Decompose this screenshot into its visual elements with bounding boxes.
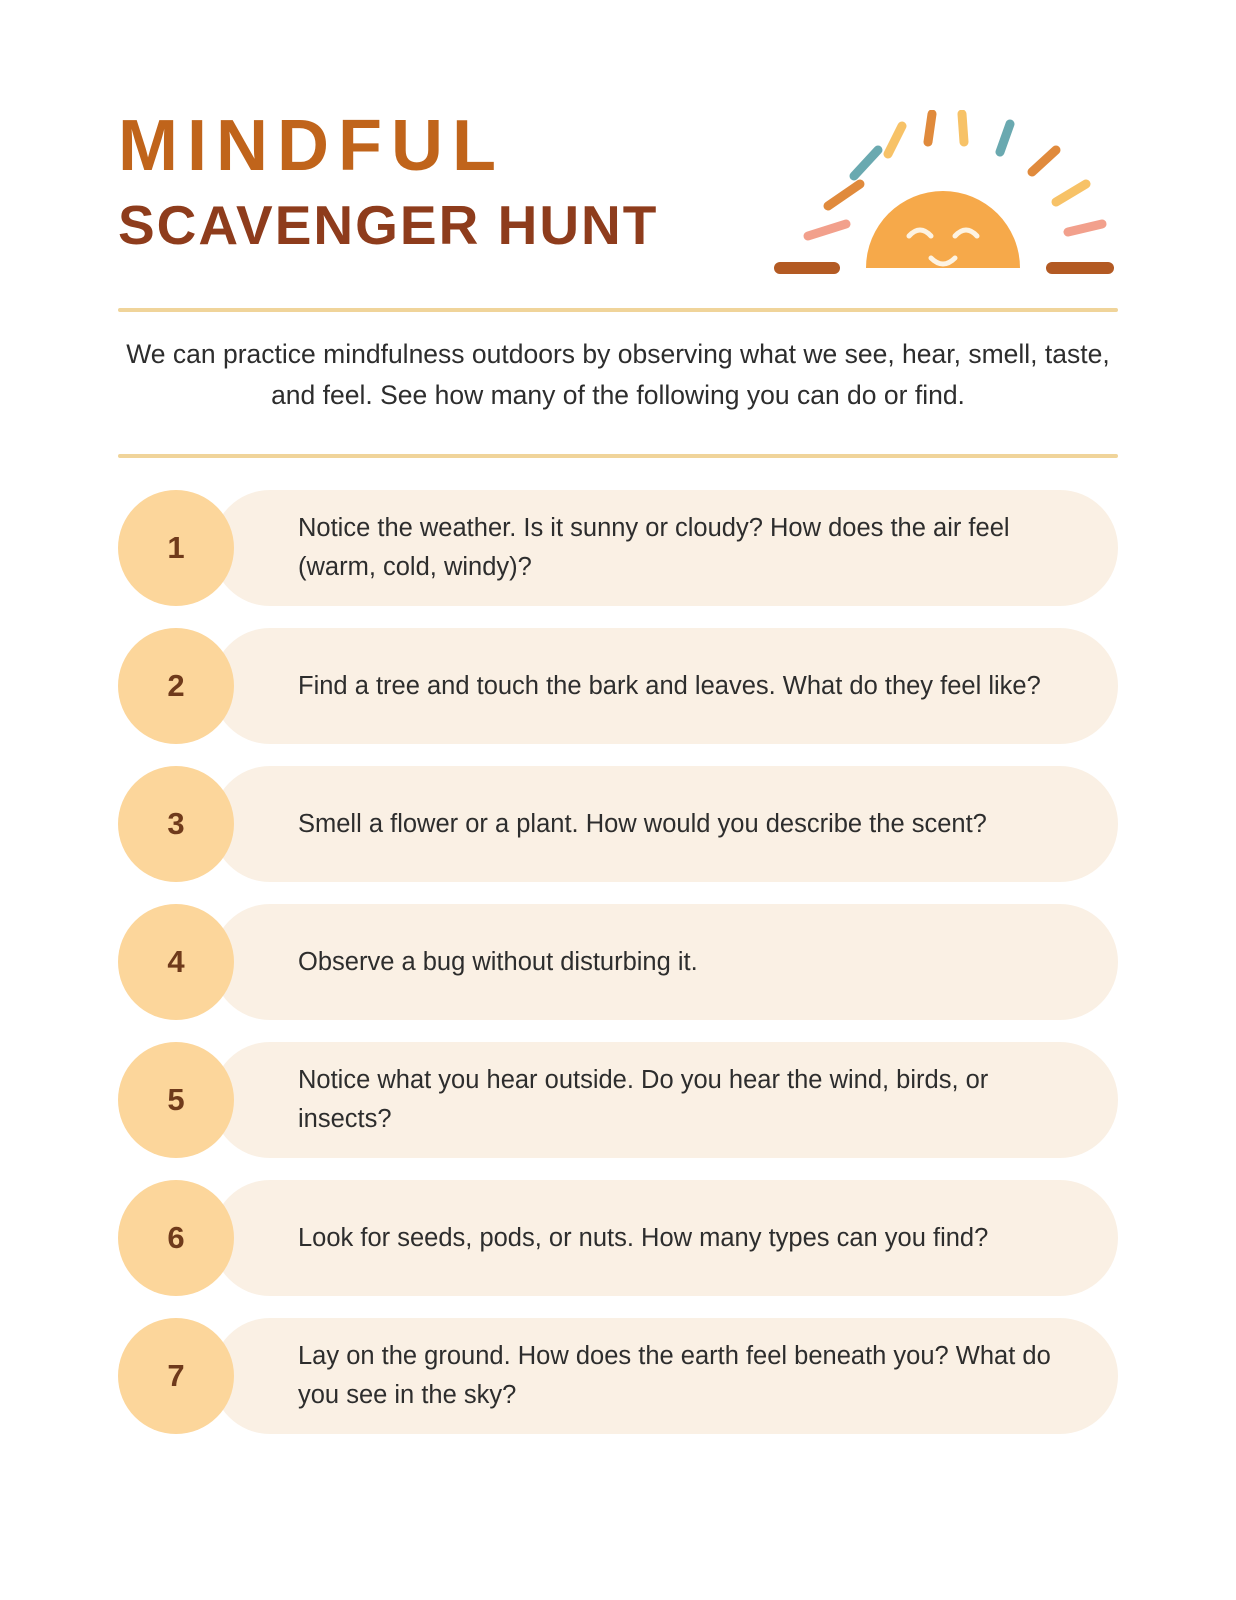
sun-icon — [768, 110, 1118, 290]
list-item — [118, 628, 1118, 744]
list-item — [118, 1318, 1118, 1434]
item-pill[interactable] — [212, 1318, 1118, 1434]
list-item — [118, 1180, 1118, 1296]
item-number-badge: 6 — [118, 1180, 234, 1296]
item-text: Notice what you hear outside. Do you hear the wind, birds, or insects? — [298, 1066, 989, 1134]
list-item — [118, 766, 1118, 882]
item-pill[interactable] — [212, 1180, 1118, 1296]
item-pill[interactable] — [212, 904, 1118, 1020]
item-pill[interactable] — [212, 766, 1118, 882]
item-text: Lay on the ground. How does the earth feel beneath you? What do you see in the sky? — [298, 1342, 1051, 1410]
item-text: Notice the weather. Is it sunny or cloudy? How does the air feel (warm, cold, windy)? — [298, 514, 1010, 582]
sunrise-illustration — [768, 110, 1118, 290]
item-pill[interactable] — [212, 1042, 1118, 1158]
item-number-badge: 3 — [118, 766, 234, 882]
item-pill[interactable] — [212, 628, 1118, 744]
item-number-badge: 5 — [118, 1042, 234, 1158]
item-text: Look for seeds, pods, or nuts. How many types can you find? — [298, 1223, 989, 1252]
item-text: Smell a flower or a plant. How would you describe the scent? — [298, 809, 987, 838]
item-text: Find a tree and touch the bark and leaves. What do they feel like? — [298, 671, 1041, 700]
intro-text: We can practice mindfulness outdoors by observing what we see, hear, smell, taste, and feel. See how many of the following you can do or find. — [126, 339, 1110, 411]
item-number-badge: 4 — [118, 904, 234, 1020]
header — [118, 100, 1118, 290]
list-item — [118, 1042, 1118, 1158]
divider-bottom — [118, 454, 1118, 458]
list-item — [118, 904, 1118, 1020]
page-title: MINDFUL — [118, 106, 505, 186]
item-number-badge: 2 — [118, 628, 234, 744]
item-pill[interactable] — [212, 490, 1118, 606]
item-number-badge: 1 — [118, 490, 234, 606]
item-number-badge: 7 — [118, 1318, 234, 1434]
page-subtitle: SCAVENGER HUNT — [118, 194, 659, 256]
list-item — [118, 490, 1118, 606]
title-block — [118, 100, 658, 257]
item-text: Observe a bug without disturbing it. — [298, 947, 698, 976]
checklist — [118, 490, 1118, 1434]
